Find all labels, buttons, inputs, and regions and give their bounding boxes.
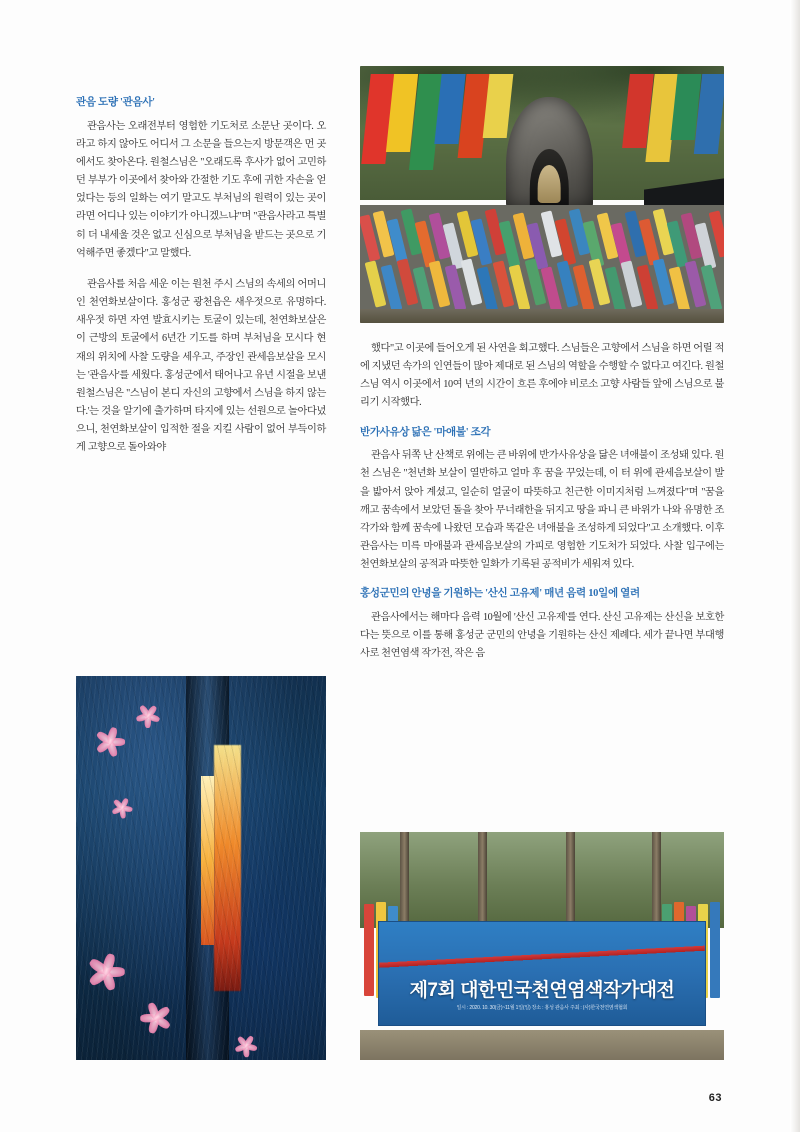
painting-blossom xyxy=(132,700,164,732)
banner-title: 제7회 대한민국천연염색작가대전 xyxy=(409,980,675,1002)
right-text-column xyxy=(360,340,724,664)
fabric-strip xyxy=(710,902,720,998)
ground xyxy=(360,1030,724,1060)
painting-blossom xyxy=(231,1031,261,1060)
painting-blossom xyxy=(108,794,136,822)
body-paragraph: 관음사에서는 해마다 음력 10월에 '산신 고유제'를 연다. 산신 고유제는 산신을 보호한다는 뜻으로 이를 통해 홍성군 군민의 안녕을 기원하는 산신 제례다. 세가 끝나면 부대행사로 천연염색 작가전, 작은 음 xyxy=(360,612,724,660)
ground xyxy=(360,309,724,323)
fabric-strip xyxy=(364,904,374,996)
section-heading-gwaneumsa: 관음 도량 '관음사' xyxy=(76,97,155,108)
banner-photo xyxy=(360,832,724,1060)
body-paragraph: 관음사를 처음 세운 이는 원천 주시 스님의 속세의 어머니인 천연화보살이다. 홍성군 광천읍은 새우젓으로 유명하다. 새우젓 하면 자연 발효시키는 토굴이 있는데, 천연화보살은 이 근방의 토굴에서 6년간 기도를 하며 부처님을 모시다 현재의 위치에 사찰 도량을 세우고, 주장인 관세음보살을 모시는 '관음사'를 세웠다. 홍성군에서 태어나고 유년 시절을 보낸 원철스님은 "스님이 본디 자신의 고향에서 스님을 하지 않는다.'는 것을 알기에 출가하며 타지에 있는 선원으로 놀아다녔으니, 천연화보살이 입적한 절을 지킬 사람이 없어 부득이하게 고향으로 돌아와야 xyxy=(76,278,326,454)
banner-ribbon xyxy=(379,936,705,976)
body-paragraph: 했다"고 이곳에 들어오게 된 사연을 회고했다. 스님들은 고향에서 스님을 하면 어릴 적에 지냈던 속가의 인연들이 많아 제대로 된 스님의 역할을 수행할 수 없다고 여긴다. 원철 스님 역시 이곳에서 10여 년의 시간이 흐른 후에야 비로소 고향 사람들 앞에 스님으로 불리기 시작했다. xyxy=(360,343,724,409)
banner-subtitle: 일시 : 2020. 10. 30(금)~11월 1일(일) 장소 : 홍성 관음사 주최 : (사)한국천연염색협회 xyxy=(456,1005,628,1012)
painting-blossom xyxy=(81,947,131,997)
adjacent-page-edge xyxy=(790,0,800,1132)
dyed-fabric-field xyxy=(360,205,724,323)
page-number: 63 xyxy=(708,1092,722,1104)
section-heading-sansin-goyuje: 홍성군민의 안녕을 기원하는 '산신 고유제' 매년 음력 10일에 열려 xyxy=(360,588,640,600)
stone-grotto-photo xyxy=(360,66,724,323)
painting-blossom xyxy=(135,997,177,1039)
body-paragraph: 관음사는 오래전부터 영험한 기도처로 소문난 곳이다. 오라고 하지 않아도 어디서 그 소문을 들으는지 방문객은 먼 곳에서도 찾아온다. 원철스님은 "오래도록 후사가 없어 고민하던 부부가 이곳에서 찾아와 간절한 기도 후에 귀한 자손을 얻었다는 등의 일화는 여기 말고도 부처님의 원력이 있는 곳이라면 어디나 있는 이야기가 아니겠느냐"며 "관음사라고 특별히 더 내세울 것은 없고 신심으로 부처님을 받드는 곳으로 기억해주면 좋겠다"고 말했다. xyxy=(76,120,326,259)
painting-photo xyxy=(76,676,326,1060)
body-paragraph: 관음사 뒤쪽 난 산책로 위에는 큰 바위에 반가사유상을 닮은 녀애불이 조성돼 있다. 원천 스님은 "천년화 보살이 열반하고 얼마 후 꿈을 꾸었는데, 이 터 위에 관세음보살이 발을 밟아서 앉아 계셨고, 일순히 얼굴이 따뜻하고 친근한 이미지처럼 느껴졌다"며 "꿈을 깨고 꿈속에서 보았던 돌을 찾아 무너래한을 뒤지고 땅을 파니 큰 바위가 나와 유명한 조각가와 함께 꿈속에 나왔던 모습과 똑같은 녀애불을 조성하게 되었다"고 소개했다. 이후 관음사는 미륵 마애불과 관세음보살의 가피로 영험한 기도처가 되었다. 사찰 입구에는 천연화보살의 공적과 따뜻한 일화가 기록된 공적비가 세워져 있다. xyxy=(360,450,724,571)
stone-grotto-photo-content xyxy=(360,66,724,323)
buddha-statue xyxy=(538,165,561,203)
left-text-column xyxy=(76,96,326,458)
event-banner xyxy=(378,921,706,1026)
painting-blossom xyxy=(90,722,130,762)
banner-photo-content xyxy=(360,832,724,1060)
painting-photo-content xyxy=(76,676,326,1060)
section-heading-maaebul: 반가사유상 닮은 '마애불' 조각 xyxy=(360,426,491,438)
